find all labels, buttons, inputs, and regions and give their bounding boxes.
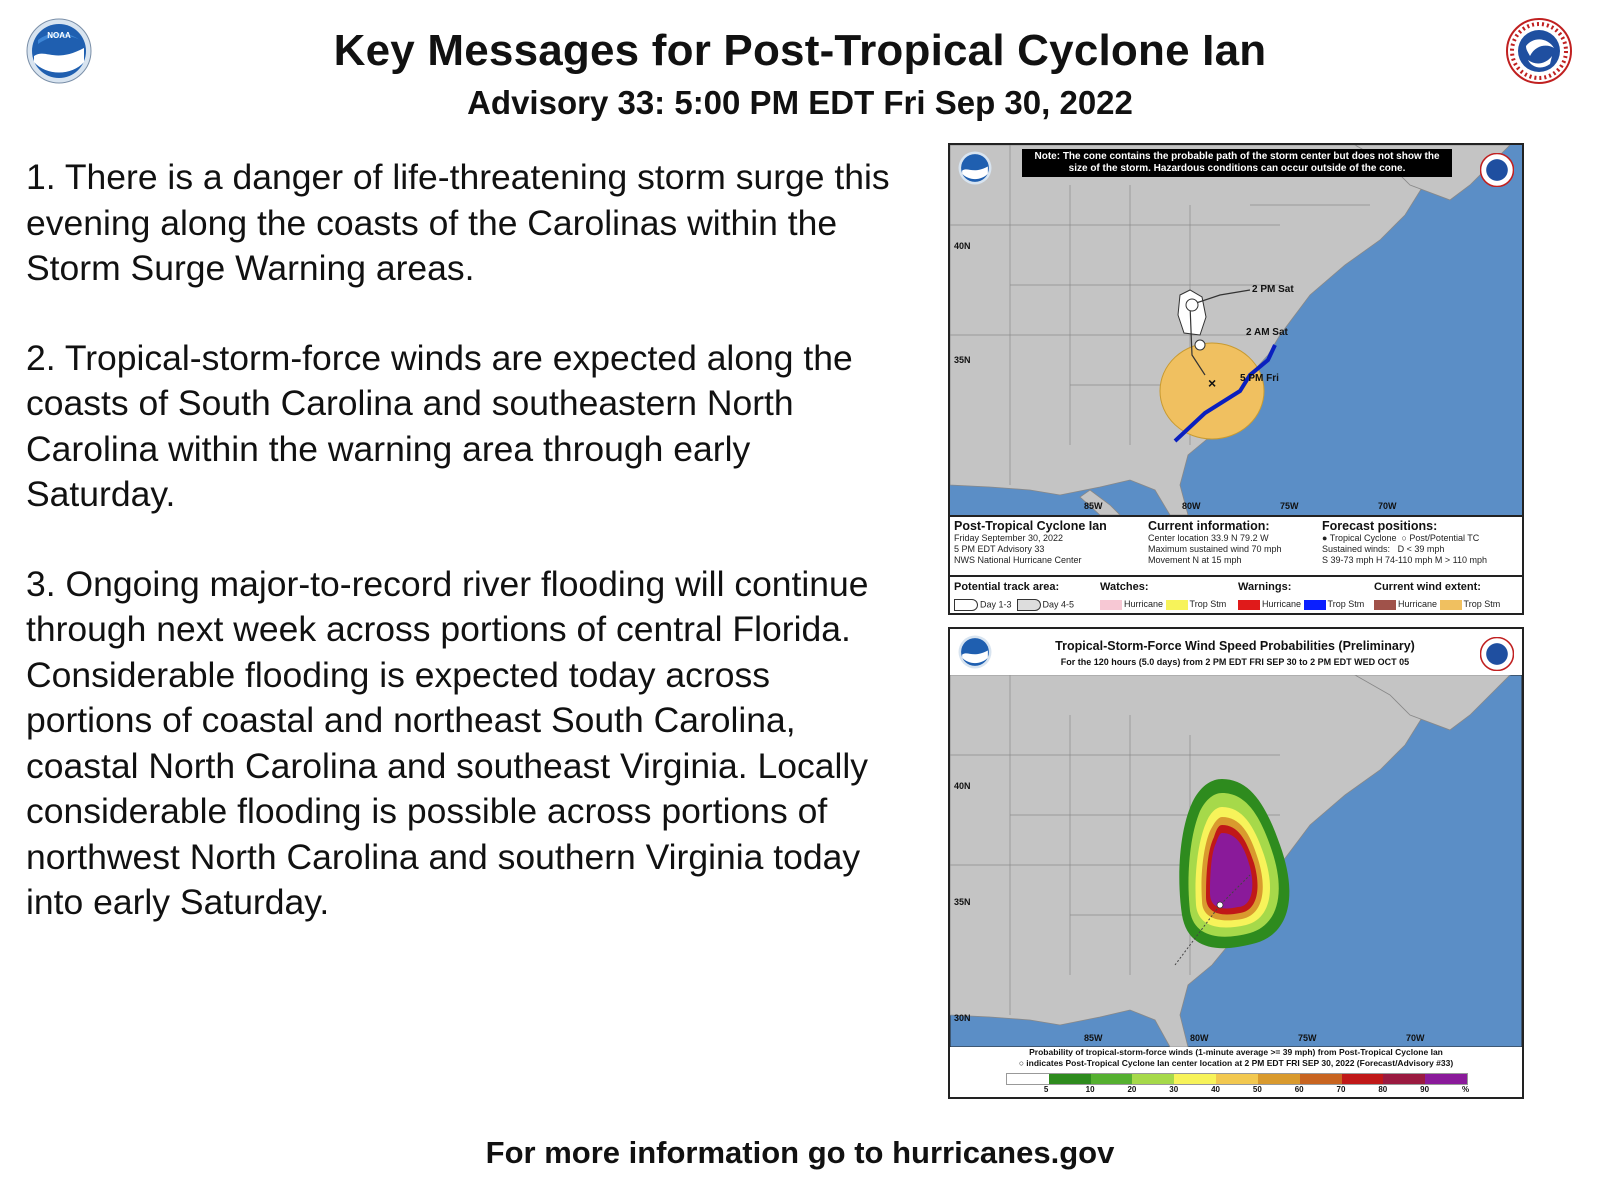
forecast-line-3: S 39-73 mph H 74-110 mph M > 110 mph	[1322, 555, 1488, 565]
footer-link-text: For more information go to hurricanes.gov	[485, 1135, 1115, 1170]
scale-swatch	[1216, 1074, 1258, 1084]
storm-center: NWS National Hurricane Center	[954, 555, 1082, 565]
svg-text:85W: 85W	[1084, 501, 1103, 511]
scale-swatch	[1132, 1074, 1174, 1084]
svg-text:40N: 40N	[954, 241, 971, 251]
scale-label: 30	[1169, 1085, 1179, 1094]
scale-swatch	[1049, 1074, 1091, 1084]
svg-text:40N: 40N	[954, 781, 971, 791]
scale-swatch	[1007, 1074, 1049, 1084]
svg-text:75W: 75W	[1280, 501, 1299, 511]
current-wind: Maximum sustained wind 70 mph	[1148, 544, 1282, 554]
probability-map-panel	[948, 627, 1524, 1099]
scale-label: 20	[1127, 1085, 1137, 1094]
scale-label: 70	[1336, 1085, 1346, 1094]
svg-text:NOAA: NOAA	[47, 31, 71, 40]
scale-label: 5	[1043, 1085, 1049, 1094]
storm-date: Friday September 30, 2022	[954, 533, 1064, 543]
svg-text:85W: 85W	[1084, 1033, 1103, 1043]
prob-noaa-icon	[958, 635, 992, 674]
scale-swatch	[1342, 1074, 1384, 1084]
legend-wind-extent: Current wind extent:	[1374, 581, 1481, 593]
svg-text:5 PM Fri: 5 PM Fri	[1240, 373, 1279, 384]
scale-swatch	[1174, 1074, 1216, 1084]
scale-label: 40	[1211, 1085, 1220, 1094]
svg-text:75W: 75W	[1298, 1033, 1317, 1043]
current-info-heading: Current information:	[1148, 519, 1270, 533]
scale-swatch	[1425, 1074, 1467, 1084]
key-message-1: 1. There is a danger of life-threatening storm surge this evening along the coasts of the Carolinas within the Storm Surge Warning areas.	[26, 157, 890, 288]
prob-caption-1: Probability of tropical-storm-force winds (1-minute average >= 39 mph) from Post-Tropical Cyclone Ian	[1029, 1047, 1443, 1057]
probability-map	[950, 675, 1522, 1047]
scale-label: 90	[1420, 1085, 1430, 1094]
scale-label: 50	[1252, 1085, 1262, 1094]
scale-swatch	[1258, 1074, 1300, 1084]
cone-info-block	[950, 515, 1522, 575]
svg-text:80W: 80W	[1182, 501, 1201, 511]
svg-text:35N: 35N	[954, 897, 971, 907]
scale-swatch	[1300, 1074, 1342, 1084]
key-messages	[26, 155, 906, 970]
storm-advisory: 5 PM EDT Advisory 33	[954, 544, 1045, 554]
current-location: Center location 33.9 N 79.2 W	[1148, 533, 1269, 543]
cone-nws-icon	[1480, 153, 1514, 192]
svg-text:×: ×	[1208, 375, 1217, 391]
scale-swatch	[1091, 1074, 1133, 1084]
svg-text:70W: 70W	[1378, 501, 1397, 511]
cone-note: Note: The cone contains the probable path of the storm center but does not show the size of the storm. Hazardous conditions can occur outside of the cone.	[1022, 149, 1452, 177]
scale-label: 10	[1085, 1085, 1095, 1094]
legend-warnings: Warnings:	[1238, 581, 1292, 593]
key-message-3: 3. Ongoing major-to-record river flooding will continue through next week across portions of central Florida. Considerable flooding is expected today across portions of coastal and northeast South Carolina, coastal North Carolina and southeast Virginia. Locally considerable flooding is possible across portions of northwest North Carolina and southern Virginia today into early Saturday.	[26, 563, 869, 922]
key-message-2: 2. Tropical-storm-force winds are expected along the coasts of South Carolina and southeastern North Carolina within the warning area through early Saturday.	[26, 337, 853, 514]
svg-text:80W: 80W	[1190, 1033, 1209, 1043]
cone-map-panel	[948, 143, 1524, 615]
svg-text:70W: 70W	[1406, 1033, 1425, 1043]
prob-color-scale	[1006, 1073, 1470, 1095]
svg-text:2 AM Sat: 2 AM Sat	[1246, 327, 1288, 338]
storm-name: Post-Tropical Cyclone Ian	[954, 519, 1107, 533]
prob-title: Tropical-Storm-Force Wind Speed Probabilities (Preliminary)	[1055, 639, 1415, 653]
current-movement: Movement N at 15 mph	[1148, 555, 1242, 565]
cone-legend: Potential track area: Watches: Warnings: Current wind extent: Day 1-3 Day 4-5 Hurricane Trop Stm Hurricane Trop Stm Hurricane Trop Stm	[950, 575, 1522, 615]
cone-map	[950, 145, 1522, 515]
forecast-line-2: Sustained winds: D < 39 mph	[1322, 544, 1445, 554]
svg-text:30N: 30N	[954, 1013, 971, 1023]
scale-label: 80	[1378, 1085, 1388, 1094]
page-title: Key Messages for Post-Tropical Cyclone Ian	[333, 26, 1267, 75]
cone-noaa-icon	[958, 151, 992, 190]
legend-watches: Watches:	[1100, 581, 1149, 593]
advisory-subtitle: Advisory 33: 5:00 PM EDT Fri Sep 30, 2022	[467, 84, 1133, 121]
scale-label: %	[1462, 1085, 1470, 1094]
prob-subtitle: For the 120 hours (5.0 days) from 2 PM EDT FRI SEP 30 to 2 PM EDT WED OCT 05	[1060, 657, 1410, 667]
svg-text:2 PM Sat: 2 PM Sat	[1252, 284, 1294, 295]
forecast-positions-heading: Forecast positions:	[1322, 519, 1438, 533]
forecast-line-1: ● Tropical Cyclone ○ Post/Potential TC	[1322, 533, 1480, 543]
legend-track-area: Potential track area:	[954, 581, 1060, 593]
prob-caption-2: ○ indicates Post-Tropical Cyclone Ian center location at 2 PM EDT FRI SEP 30, 2022 (Forecast/Advisory #33)	[1018, 1058, 1454, 1068]
svg-text:35N: 35N	[954, 355, 971, 365]
prob-nws-icon	[1480, 637, 1514, 676]
scale-swatch	[1383, 1074, 1425, 1084]
scale-label: 60	[1294, 1085, 1304, 1094]
